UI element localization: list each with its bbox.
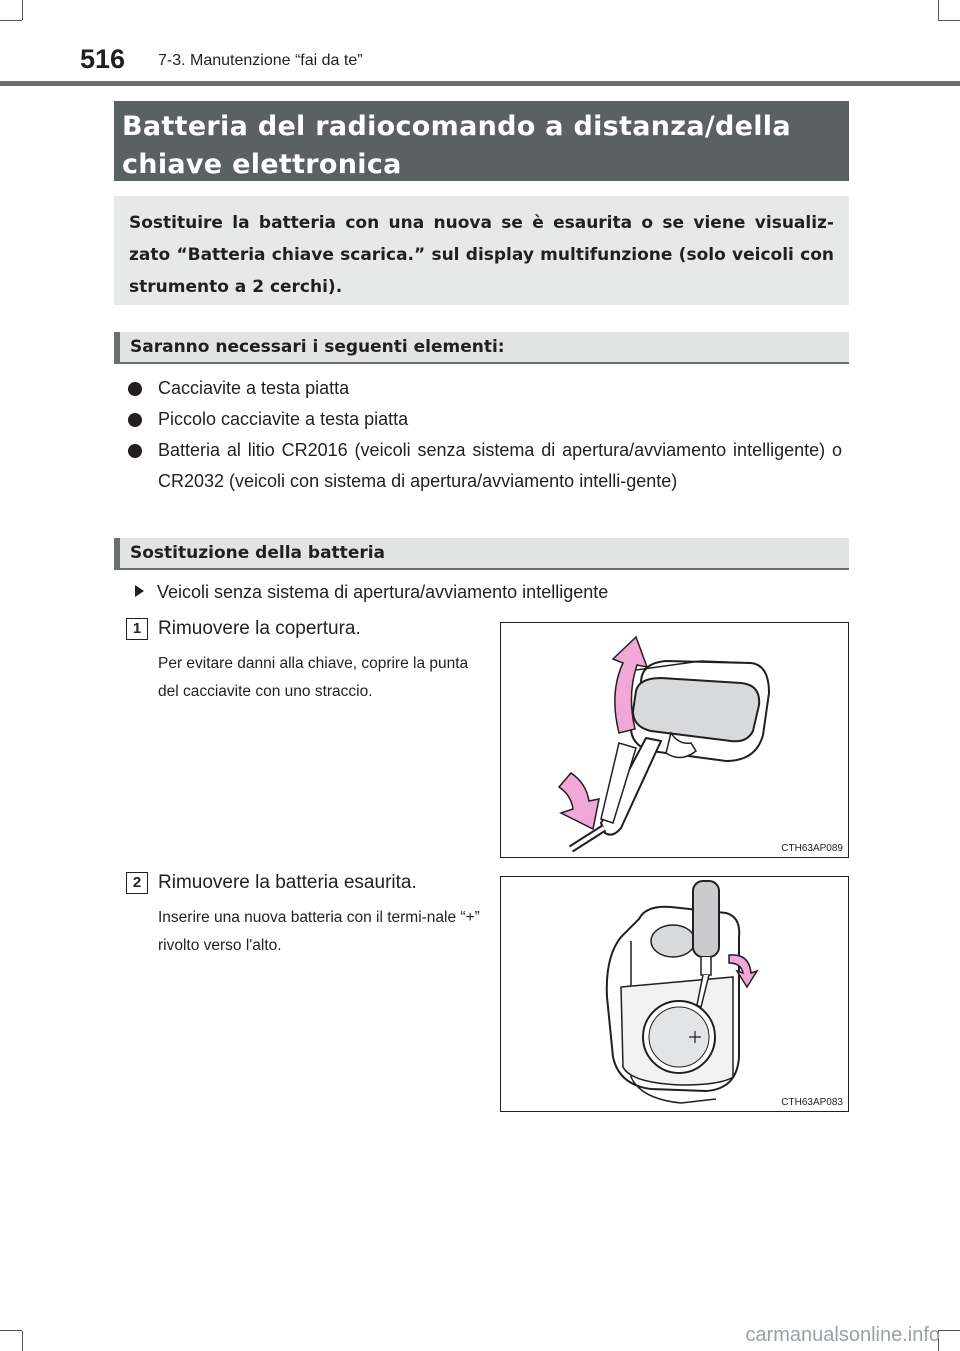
step-note: Inserire una nuova batteria con il termi-nale “+” rivolto verso l'alto. [158,909,480,954]
list-item: Batteria al litio CR2016 (veicoli senza sistema di apertura/avviamento intelligente) o CR2032 (veicoli con sistema di apertura/avviamento intelli-gente) [126,435,842,497]
figure-code: CTH63AP083 [781,1097,843,1108]
step-title: Rimuovere la batteria esaurita. [158,872,417,893]
figure-remove-cover [500,622,849,858]
step-number: 1 [126,618,148,640]
figure-remove-battery [500,876,849,1112]
crop-mark [938,1330,960,1331]
key-cover-illustration [501,623,849,858]
triangle-icon [135,585,144,597]
bullet-icon [128,413,142,427]
bullet-icon [128,444,142,458]
watermark: carmanualsonline.info [745,1324,940,1346]
header-rule [0,81,960,86]
step-note: Per evitare danni alla chiave, coprire la punta del cacciavite con uno straccio. [158,655,469,700]
crop-mark [0,1330,22,1331]
title-line-2: chiave elettronica [122,149,402,180]
crop-mark [0,20,22,21]
section-title [114,101,849,181]
battery-removal-illustration [501,877,849,1112]
list-item: Piccolo cacciavite a testa piatta [126,404,842,435]
list-item: Cacciavite a testa piatta [126,373,842,404]
crop-mark [22,1331,23,1351]
vehicle-type-subheading: Veicoli senza sistema di apertura/avviamento intelligente [135,578,608,606]
figure-code: CTH63AP089 [781,843,843,854]
running-head: 7-3. Manutenzione “fai da te” [158,52,363,69]
crop-mark [22,0,23,20]
crop-mark [938,20,960,21]
title-line-1: Batteria del radiocomando a distanza/della [122,111,791,142]
page-number: 516 [80,44,126,74]
required-items-list [126,373,842,497]
intro-text: Sostituire la batteria con una nuova se è esaurita o se viene visualiz-zato “Batteria chiave scarica.” sul display multifunzione (solo veicoli con strumento a 2 cerchi). [114,196,849,305]
step-title: Rimuovere la copertura. [158,618,361,639]
section-heading-items: Saranno necessari i seguenti elementi: [114,332,849,364]
step-number: 2 [126,872,148,894]
bullet-icon [128,382,142,396]
section-heading-replacement: Sostituzione della batteria [114,538,849,570]
crop-mark [938,0,939,20]
